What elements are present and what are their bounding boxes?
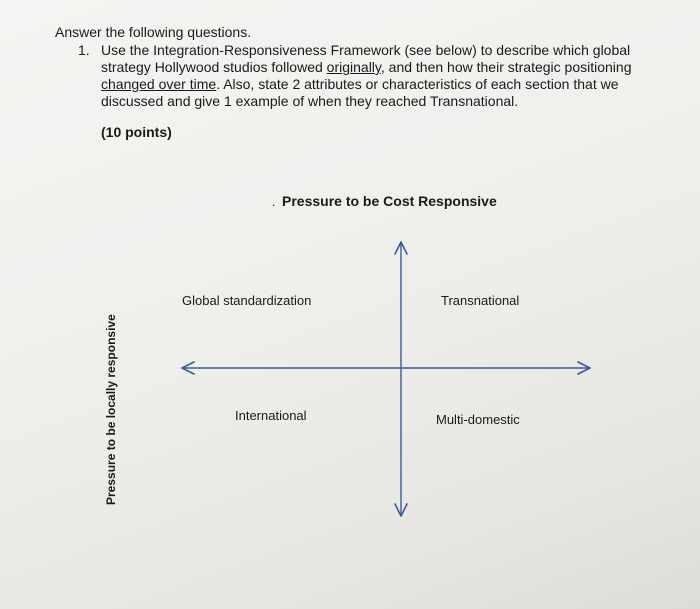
instructions-text: Answer the following questions. [55,24,252,40]
vertical-axis-label: Pressure to be locally responsive [104,314,118,505]
quadrant-global-standardization: Global standardization [182,293,312,308]
question-points: (10 points) [101,124,172,140]
question-number: 1. [78,42,90,58]
quadrant-transnational: Transnational [441,293,520,308]
question-text-part-2: , and then how their strategic positioning [380,59,632,75]
stray-dot: . [272,195,276,209]
quadrant-international: International [235,408,307,423]
underlined-originally: originally [326,59,381,75]
question-text-part-1: Use the Integration-Responsiveness Framework (see below) to describe which global strategy Hollywood studios followed [101,42,631,75]
diagram-title: Pressure to be Cost Responsive [282,193,497,209]
question-text-part-3: . Also, state 2 attributes or characteristics of each section that we discussed and give 1 example of when they reached Transnational. [101,76,619,109]
quadrant-multi-domestic: Multi-domestic [436,412,520,427]
underlined-changed-over-time: changed over time [101,76,217,92]
